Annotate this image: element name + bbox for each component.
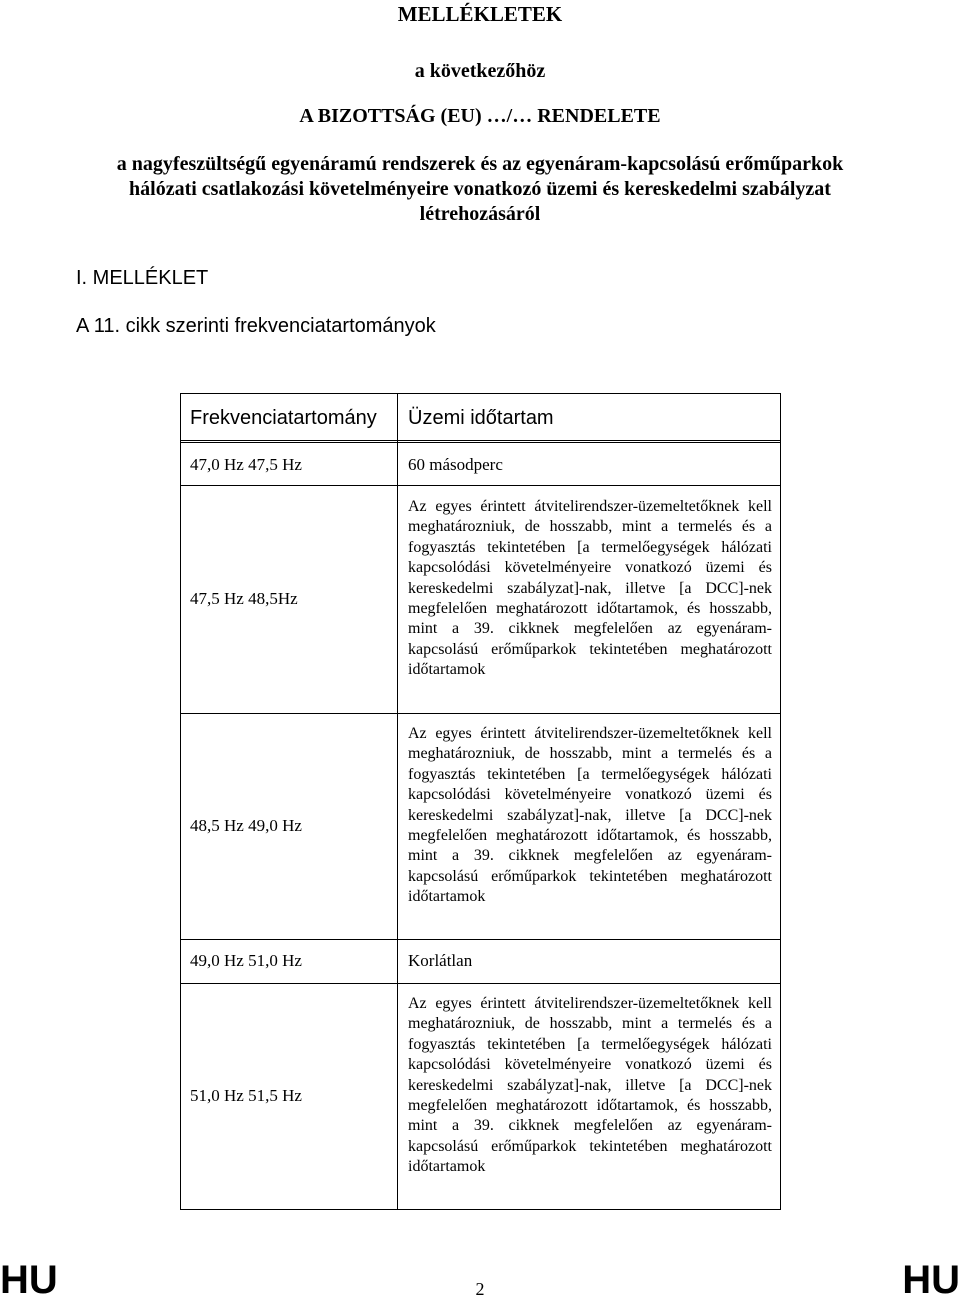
header-separator — [181, 440, 780, 443]
annex-caption: A 11. cikk szerinti frekvenciatartományok — [76, 315, 436, 337]
row-1-range: 47,0 Hz 47,5 Hz — [190, 455, 302, 474]
row-separator — [181, 485, 780, 486]
footer-language-left: HU — [0, 1258, 58, 1302]
regulation-title: A BIZOTTSÁG (EU) …/… RENDELETE — [299, 105, 661, 127]
row-5-range: 51,0 Hz 51,5 Hz — [190, 1086, 302, 1105]
header-frequency-range: Frekvenciatartomány — [190, 407, 377, 429]
column-divider — [397, 394, 398, 1209]
subject-line-1: a nagyfeszültségű egyenáramú rendszerek és az egyenáram-kapcsolású erőműparkok — [116, 153, 844, 175]
subject-line-3: létrehozásáról — [419, 203, 541, 225]
annex-label: I. MELLÉKLET — [76, 267, 209, 289]
row-separator — [181, 713, 780, 714]
for-the-line: a következőhöz — [414, 60, 546, 82]
footer-language-right: HU — [902, 1258, 960, 1302]
row-1-duration: 60 másodperc — [408, 455, 503, 474]
row-2-duration: Az egyes érintett átvitelirendszer-üzemeltetőknek kell meghatározniuk, de hosszabb, mint a termelés és a fogyasztás tekintetében [a termelőegységek hálózati kapcsolódási követelményeire vonatkozó üzemi és kereskedelmi szabályzat]-nak, illetve [a DCC]-nek megfelelően meghatározott időtartamok, és hosszabb, mint a 39. cikknek megfelelően az egyenáram-kapcsolású erőműparkok tekintetében meghatározott időtartamok — [408, 498, 772, 679]
frequency-range-table — [180, 393, 781, 1210]
page-number: 2 — [475, 1279, 485, 1299]
row-separator — [181, 939, 780, 940]
row-4-duration: Korlátlan — [408, 951, 473, 970]
row-4-range: 49,0 Hz 51,0 Hz — [190, 951, 302, 970]
row-5-duration: Az egyes érintett átvitelirendszer-üzemeltetőknek kell meghatározniuk, de hosszabb, mint a termelés és a fogyasztás tekintetében [a termelőegységek hálózati kapcsolódási követelményeire vonatkozó üzemi és kereskedelmi szabályzat]-nak, illetve [a DCC]-nek megfelelően meghatározott időtartamok, és hosszabb, mint a 39. cikknek megfelelően az egyenáram-kapcsolású erőműparkok tekintetében meghatározott időtartamok — [408, 995, 772, 1176]
annexes-title: MELLÉKLETEK — [397, 2, 563, 26]
row-2-range: 47,5 Hz 48,5Hz — [190, 589, 298, 608]
row-separator — [181, 983, 780, 984]
row-3-duration: Az egyes érintett átvitelirendszer-üzemeltetőknek kell meghatározniuk, de hosszabb, mint a termelés és a fogyasztás tekintetében [a termelőegységek hálózati kapcsolódási követelményeire vonatkozó üzemi és kereskedelmi szabályzat]-nak, illetve [a DCC]-nek megfelelően meghatározott időtartamok, és hosszabb, mint a 39. cikknek megfelelően az egyenáram-kapcsolású erőműparkok tekintetében meghatározott időtartamok — [408, 725, 772, 906]
row-3-range: 48,5 Hz 49,0 Hz — [190, 816, 302, 835]
header-operating-duration: Üzemi időtartam — [408, 407, 554, 429]
subject-line-2: hálózati csatlakozási követelményeire vonatkozó üzemi és kereskedelmi szabályzat — [129, 178, 831, 200]
